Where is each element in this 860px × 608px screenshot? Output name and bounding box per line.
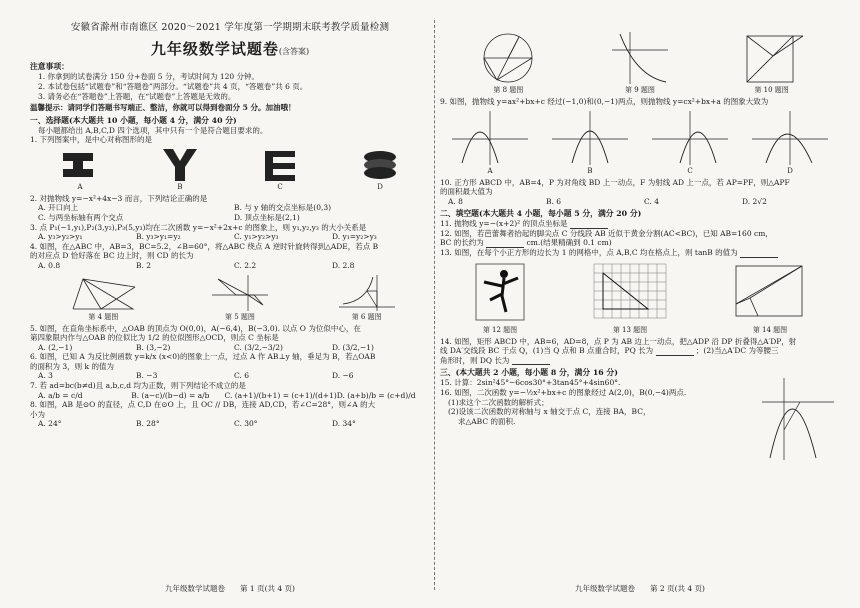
- q15-text: 15. 计算：2sin²45°−6cos30°+3tan45°+4sin60°.: [440, 378, 621, 388]
- q16-part2: (2)设该二次函数的对称轴与 x 轴交于点 C，连接 BA，BC，: [448, 407, 651, 417]
- q11-blank: [570, 221, 608, 229]
- exam-title: [30, 40, 430, 59]
- q9-label-c: C: [687, 166, 693, 175]
- fig-q8-label: 第 8 题图: [493, 86, 524, 94]
- exam-source: 安徽省滁州市南谯区 2020～2021 学年度第一学期期末联考教学质量检测: [70, 22, 390, 33]
- q5-option-a: A. (2,−1): [38, 342, 73, 352]
- q9-label-a: A: [487, 166, 493, 175]
- q6-option-d: D. −6: [332, 371, 354, 381]
- fig-q4: [63, 273, 143, 322]
- q4-option-a: A. 0.8: [38, 260, 61, 270]
- fig-q13-label: 第 13 题图: [612, 325, 648, 334]
- q1-option-c-figure: [257, 147, 303, 192]
- pattern-b-icon: [157, 147, 203, 183]
- q9-option-b-figure: [550, 109, 630, 176]
- fig-q12: [470, 260, 530, 335]
- q9-label-b: B: [587, 166, 593, 175]
- q14-prompt-1: 线 DA′交线段 BC 于点 Q，(1)当 Q 点和 B 点重合时，PQ 长为: [440, 346, 654, 356]
- q8-options: [30, 419, 430, 429]
- q10-option-b: B. 6: [546, 196, 562, 206]
- reminder: 温馨提示：请同学们答题书写端正、整洁，你就可以得到卷面分 5 分。加油哦！: [30, 103, 296, 113]
- section2-heading: 二、填空题(本大题共 4 小题，每小题 5 分，满分 20 分): [440, 209, 642, 219]
- q9-option-d-figure: [750, 109, 830, 176]
- q2-option-b: B. 与 y 轴的交点坐标是(0,3): [234, 203, 332, 213]
- q2-option-d: D. 顶点坐标是(2,1): [234, 212, 300, 222]
- q14-text-1: 14. 如图，矩形 ABCD 中，AB=6，AD=8，点 P 为 AB 边上一动点，把△ADP 沿 DP 折叠得△A′DP，射: [440, 336, 797, 346]
- q4-text-1: 4. 如图，在△ABC 中，AB=3，BC=5.2，∠B=60°，将△ABC 绕点 A 逆时针旋转得到△ADE，若点 B: [30, 241, 379, 251]
- q10-option-c: C. 4: [644, 196, 660, 206]
- rectangle-fold-figure: [730, 260, 810, 326]
- note-item: 2. 本试卷包括“试题卷”和“答题卷”两部分。“试题卷”共 4 页，“答题卷”共 6 页。: [38, 81, 308, 91]
- q3-option-c: C. y₁>y₂>y₃: [234, 232, 279, 242]
- pattern-d-icon: [357, 147, 403, 183]
- q5-option-c: C. (3/2,−3/2): [234, 342, 283, 352]
- q12-blank: [486, 240, 524, 248]
- q4-option-d: D. 2.8: [332, 260, 355, 270]
- q3-options: [30, 232, 430, 242]
- left-page: [30, 0, 430, 608]
- q5-option-b: B. (3,−2): [136, 342, 171, 352]
- similar-triangles-figure: [210, 273, 270, 313]
- q12-tail: cm.(结果精确到 0.1 cm): [526, 238, 612, 248]
- q1-option-d-figure: [357, 147, 403, 192]
- q6-option-b: B. −3: [136, 371, 158, 381]
- q11-text: [440, 219, 840, 229]
- q8-option-c: C. 30°: [234, 419, 258, 429]
- note-item: 1. 你拿到的试卷满分 150 分+卷面 5 分，考试时间为 120 分钟。: [38, 72, 260, 82]
- q9-options-figures: [440, 109, 840, 176]
- q14-prompt-2: 角形时，则 DQ 长为: [440, 355, 510, 365]
- q1-option-a-figure: [57, 147, 103, 192]
- section3-heading: 三、(本大题共 2 小题，每小题 8 分，满分 16 分): [440, 368, 618, 378]
- q16-part1: (1)求这个二次函数的解析式；: [448, 397, 549, 407]
- section1-instruction: 每小题都给出 A,B,C,D 四个选项，其中只有一个是符合题目要求的。: [38, 125, 268, 135]
- square-figure: [737, 30, 807, 86]
- parabola-option-d: [750, 109, 830, 167]
- q4-q6-figures: [30, 273, 430, 322]
- q6-option-c: C. 6: [234, 371, 250, 381]
- fig-q5-label: 第 5 题图: [225, 312, 255, 321]
- q1-option-b-figure: [157, 147, 203, 192]
- q8-option-a: A. 24°: [38, 419, 62, 429]
- fig-q4-label: 第 4 题图: [88, 312, 119, 321]
- q7-option-a: A. a/b = c/d: [38, 390, 83, 400]
- triangle-rotation-figure: [63, 273, 143, 313]
- parabola-figure: [610, 30, 670, 86]
- q1-label-b: B: [177, 182, 183, 191]
- q11-prompt: 11. 抛物线 y=−(x+2)² 的顶点坐标是: [440, 219, 568, 229]
- fig-q14: [730, 260, 810, 335]
- q14-blank-2: [512, 357, 550, 365]
- q13-blank: [740, 250, 778, 258]
- title-suffix: (含答案): [278, 47, 310, 57]
- q10-options: [440, 197, 840, 207]
- q5-option-d: D. (3/2,−1): [332, 342, 374, 352]
- parabola-option-c: [650, 109, 730, 167]
- q5-text-1: 5. 如图，在直角坐标系中，△OAB 的顶点为 O(0,0)，A(−6,4)，B(−3,0). 以点 O 为位似中心，在: [30, 323, 361, 333]
- q7-text: 7. 若 ad=bc(b≠d)且 a,b,c,d 均为正数，则下列结论不成立的是: [30, 381, 246, 391]
- fig-q10-label: 第 10 题图: [754, 86, 789, 94]
- q2-text: 2. 对抛物线 y=−x²+4x−3 而言，下列结论正确的是: [30, 193, 208, 203]
- q8-text-2: 小为: [30, 409, 45, 419]
- pattern-a-icon: [57, 147, 103, 183]
- notes-heading: 注意事项：: [30, 62, 69, 72]
- fig-q6: [337, 273, 397, 322]
- note-item: 3. 请务必在“答题卷”上答题，在“试题卷”上答题是无效的。: [38, 91, 236, 101]
- q4-option-b: B. 2: [136, 260, 152, 270]
- q3-option-b: B. y₃>y₁=y₂: [136, 232, 181, 242]
- circle-figure: [473, 30, 543, 86]
- q6-options: [30, 371, 430, 381]
- q1-label-a: A: [77, 182, 83, 191]
- q2-option-a: A. 开口向上: [38, 203, 79, 213]
- q4-text-2: 的对应点 D 恰好落在 BC 边上时，则 CD 的长为: [30, 251, 194, 261]
- fig-q6-label: 第 6 题图: [351, 312, 382, 321]
- q6-text-1: 6. 如图，已知 A 为反比例函数 y=k/x (x<0)的图象上一点，过点 A 作 AB⊥y 轴，垂足为 B，若△OAB: [30, 352, 376, 362]
- hyperbola-figure: [337, 273, 397, 313]
- q5-options: [30, 343, 430, 353]
- q16-block: [440, 388, 840, 426]
- q7-option-b: B. (a−c)/(b−d) = a/b: [131, 390, 210, 400]
- pattern-c-icon: [257, 147, 303, 183]
- q7-options: [30, 391, 430, 401]
- q14-blank-1: [656, 348, 694, 356]
- ballerina-figure: [470, 260, 530, 326]
- q7-option-d: D. (a+b)/b = (c+d)/d: [336, 390, 416, 400]
- q4-option-c: C. 2.2: [234, 260, 257, 270]
- q2-options-row1: [30, 203, 430, 213]
- q10-option-d: D. 2√2: [742, 196, 767, 206]
- q9-option-a-figure: [450, 109, 530, 176]
- q12-text-2: [440, 238, 840, 248]
- q14-text-3: [440, 356, 840, 366]
- q7-option-c: C. (a+1)/(b+1) = (c+1)/(d+1): [224, 390, 337, 400]
- title-text: 九年级数学试题卷: [150, 40, 279, 59]
- q6-text-2: 的面积为 3，则 k 的值为: [30, 361, 114, 371]
- q6-option-a: A. 3: [38, 371, 53, 381]
- q16-parabola-figure: [760, 376, 836, 462]
- q16-text: 16. 如图，二次函数 y=−½x²+bx+c 的图象经过 A(2,0)，B(0,−4)两点.: [440, 387, 687, 397]
- fig-q9-label: 第 9 题图: [625, 86, 655, 94]
- q14-tail: ；(2)当△A′DC 为等腰三: [695, 346, 779, 356]
- left-page-footer: 九年级数学试题卷 第 1 页(共 4 页): [165, 584, 295, 594]
- q16-part3: 求△ABC 的面积.: [458, 416, 516, 426]
- q2-options-row2: [30, 213, 430, 223]
- q9-label-d: D: [787, 166, 793, 175]
- q3-option-d: D. y₁=y₂>y₃: [332, 232, 377, 242]
- q1-label-d: D: [377, 182, 383, 191]
- q5-text-2: 第四象限内作与△OAB 的位似比为 1/2 的位似图形△OCD，则点 C 坐标是: [30, 333, 279, 343]
- q10-option-a: A. 8: [448, 196, 463, 206]
- q1-label-c: C: [277, 182, 283, 191]
- q8-option-d: D. 34°: [332, 419, 356, 429]
- parabola-option-a: [450, 109, 530, 167]
- q13-prompt: 13. 如图，在每个小正方形的边长为 1 的网格中，点 A,B,C 均在格点上，则 tanB 的值为: [440, 248, 738, 258]
- q9-option-c-figure: [650, 109, 730, 176]
- q9-text: 9. 如图，抛物线 y=ax²+bx+c 经过(−1,0)和(0,−1)两点，则抛物线 y=cx²+bx+a 的图象大致为: [440, 96, 769, 106]
- right-page-footer: 九年级数学试题卷 第 2 页(共 4 页): [575, 584, 705, 594]
- q12-text-1: 12. 如图，若芭蕾舞者抬起的脚尖点 C 分线段 AB 近似于黄金分割(AC<BC)，已知 AB=160 cm，: [440, 228, 773, 238]
- q4-options: [30, 261, 430, 271]
- q12-q14-figures: [440, 260, 840, 335]
- right-page: [440, 0, 840, 608]
- fig-q9: [610, 30, 670, 95]
- section1-heading: 一、选择题(本大题共 10 小题，每小题 4 分，满分 40 分): [30, 115, 237, 125]
- q2-option-c: C. 与两坐标轴有两个交点: [38, 212, 124, 222]
- q3-text: 3. 点 P₁(−1,y₁),P₂(3,y₂),P₃(5,y₃)均在二次函数 y=−x²+2x+c 的图象上，则 y₁,y₂,y₃ 的大小关系是: [30, 222, 367, 232]
- q3-option-a: A. y₃>y₂>y₁: [38, 232, 83, 242]
- q1-text: 1. 下列图案中，是中心对称图形的是: [30, 135, 153, 145]
- q8-text-1: 8. 如图，AB 是⊙O 的直径，点 C,D 在⊙O 上，且 OC // DB，连接 AD,CD，若∠C=28°，则∠A 的大: [30, 400, 376, 410]
- q14-text-2: [440, 346, 840, 356]
- page-divider: [434, 20, 435, 590]
- fig-q10: [737, 30, 807, 95]
- fig-q8: [473, 30, 543, 95]
- q13-text: [440, 248, 840, 258]
- q10-text-1: 10. 正方形 ABCD 中，AB=4，P 为对角线 BD 上一动点，F 为射线 AD 上一点，若 AP=PF，则△APF: [440, 177, 790, 187]
- q8-q10-figures: [440, 30, 840, 95]
- q10-text-2: 的面积最大值为: [440, 187, 493, 197]
- q1-figures: [30, 147, 430, 192]
- q12-prompt: BC 的长约为: [440, 238, 484, 248]
- q8-option-b: B. 28°: [136, 419, 160, 429]
- fig-q5: [210, 273, 270, 322]
- fig-q12-label: 第 12 题图: [482, 325, 518, 334]
- fig-q13: [590, 260, 670, 335]
- grid-figure: [590, 260, 670, 326]
- parabola-option-b: [550, 109, 630, 167]
- fig-q14-label: 第 14 题图: [752, 325, 788, 334]
